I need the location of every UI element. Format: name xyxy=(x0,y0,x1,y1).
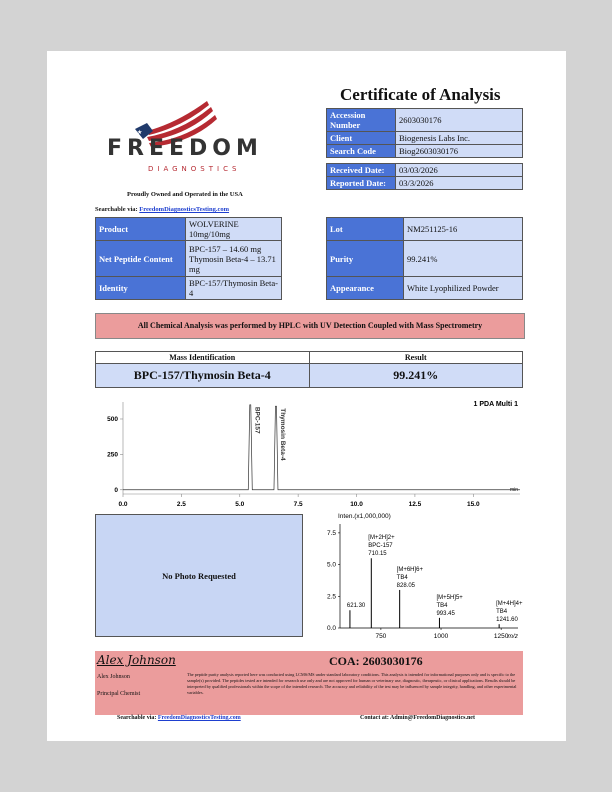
ms-peak-label-2: BPC-157 xyxy=(368,543,393,550)
mass-spectrum xyxy=(302,510,524,645)
hplc-trace xyxy=(123,405,520,490)
page-title: Certificate of Analysis xyxy=(340,85,501,104)
appearance-value: White Lyophilized Powder xyxy=(404,277,523,300)
ms-peak-label-4: [M+5H]5+ xyxy=(436,594,463,601)
hplc-peak-label-2: Thymosin Beta-4 xyxy=(278,408,286,461)
result-header: Result xyxy=(309,352,523,364)
lot-label: Lot xyxy=(327,218,404,241)
ms-peak-label-4: 993.45 xyxy=(436,610,455,617)
dates-table xyxy=(326,163,523,190)
certificate-page xyxy=(47,51,566,741)
purity-label: Purity xyxy=(327,241,404,277)
search-code-label: Search Code xyxy=(327,145,396,158)
ms-title: Inten.(x1,000,000) xyxy=(338,513,391,520)
searchable-prefix: Searchable via: xyxy=(95,206,138,213)
purity-value: 99.241% xyxy=(404,241,523,277)
client-value: Biogenesis Labs Inc. xyxy=(396,132,523,145)
ms-peak-label-5: 1241.60 xyxy=(496,617,518,624)
searchable-link[interactable]: FreedomDiagnosticsTesting.com xyxy=(139,206,230,213)
chemist-name: Alex Johnson xyxy=(97,674,130,680)
ms-peak-label-1: 621.30 xyxy=(346,603,366,610)
footer-search-link[interactable]: FreedomDiagnosticsTesting.com xyxy=(157,715,241,721)
result-value: 99.241% xyxy=(309,364,523,388)
chemist-role: Principal Chemist xyxy=(97,691,141,697)
contact: Contact at: Admin@FreedomDiagnostics.net xyxy=(360,715,475,721)
ms-x-tick-label: 1000 xyxy=(433,633,449,640)
hplc-x-tick-label: 7.5 xyxy=(293,501,303,508)
ms-y-tick-label: 2.5 xyxy=(326,593,336,601)
lot-table xyxy=(326,217,523,300)
reported-value: 03/3/2026 xyxy=(396,177,523,190)
photo-text: No Photo Requested xyxy=(162,570,236,581)
product-label: Product xyxy=(96,218,186,241)
identity-label: Identity xyxy=(96,277,186,300)
hplc-y-tick-label: 0 xyxy=(114,486,118,494)
coa-number: COA: 2603030176 xyxy=(329,654,423,668)
content-value: BPC-157 – 14.60 mg Thymosin Beta-4 – 13.71 mg xyxy=(186,241,282,277)
svg-text:★: ★ xyxy=(137,130,143,136)
reported-label: Reported Date: xyxy=(327,177,396,190)
hplc-title: 1 PDA Multi 1 xyxy=(473,401,518,408)
mass-value: BPC-157/Thymosin Beta-4 xyxy=(96,364,310,388)
searchable-bottom xyxy=(117,715,241,721)
searchable-top xyxy=(95,206,229,213)
hplc-x-tick-label: 0.0 xyxy=(118,501,128,508)
method-banner: All Chemical Analysis was performed by HPLC with UV Detection Coupled with Mass Spectrometry xyxy=(95,313,525,339)
hplc-chromatogram xyxy=(95,394,525,516)
tagline: Proudly Owned and Operated in the USA xyxy=(127,191,243,198)
logo-wordmark: FREEDOM xyxy=(107,136,263,161)
hplc-x-tick-label: 5.0 xyxy=(235,501,245,508)
signature: Alex Johnson xyxy=(97,653,176,667)
ms-peak-label-2: 710.15 xyxy=(368,551,387,558)
hplc-x-tick-label: 10.0 xyxy=(350,501,363,508)
ms-peak-label-3: [M+6H]6+ xyxy=(396,566,424,573)
identity-value: BPC-157/Thymosin Beta-4 xyxy=(186,277,282,300)
hplc-x-tick-label: 12.5 xyxy=(408,501,422,508)
hplc-x-tick-label: 2.5 xyxy=(176,501,186,508)
product-table xyxy=(95,217,282,300)
results-table xyxy=(95,351,523,388)
ms-peak-label-3: 828.05 xyxy=(396,582,416,589)
client-label: Client xyxy=(327,132,396,145)
ms-y-tick-label: 0.0 xyxy=(326,625,336,632)
received-value: 03/03/2026 xyxy=(396,164,523,177)
ms-peak-label-4: TB4 xyxy=(436,602,448,609)
photo-box xyxy=(95,514,303,637)
ms-y-tick-label: 7.5 xyxy=(326,529,336,537)
search-code-value: Biog2603030176 xyxy=(396,145,523,158)
appearance-label: Appearance xyxy=(327,277,404,300)
ms-x-unit: m/z xyxy=(507,633,518,640)
content-label: Net Peptide Content xyxy=(96,241,186,277)
ms-peak-label-5: [M+4H]4+ xyxy=(496,601,523,608)
ms-peak-label-2: [M+2H]2+ xyxy=(368,535,395,542)
lot-value: NM251125-16 xyxy=(404,218,523,241)
ms-peak-label-5: TB4 xyxy=(496,609,508,616)
accession-value: 2603030176 xyxy=(396,109,523,132)
accession-label: Accession Number xyxy=(327,109,396,132)
ms-y-tick-label: 5.0 xyxy=(326,561,336,569)
hplc-y-tick-label: 500 xyxy=(107,415,118,423)
logo-subtitle: DIAGNOSTICS xyxy=(148,165,241,173)
product-value: WOLVERINE 10mg/10mg xyxy=(186,218,282,241)
freedom-logo xyxy=(107,93,263,183)
hplc-x-tick-label: 15.0 xyxy=(466,501,480,508)
disclaimer: The peptide purity analysis reported here was conducted using LCMS/MS under standard laboratory conditions. This analysis is intended for informational purposes only and is specific to the sample(s) provided. The peptides tested are intended for research use only and are not approved for human or veterinary use, diagnostic, therapeutic, or clinical applications. Results should be interpreted by qualified professionals within the scope of the intended research. The accuracy and reliability of the test may be influenced by sample integrity, handling, and other experimental variables. xyxy=(187,672,517,695)
mass-header: Mass Identification xyxy=(96,352,310,364)
footer-search-prefix: Searchable via: xyxy=(117,715,157,721)
hplc-x-unit: min xyxy=(509,487,518,493)
received-label: Received Date: xyxy=(327,164,396,177)
ms-x-tick-label: 1250 xyxy=(493,633,509,640)
ms-x-tick-label: 750 xyxy=(375,633,387,640)
ms-peak-label-3: TB4 xyxy=(396,574,408,581)
hplc-y-tick-label: 250 xyxy=(107,451,118,459)
hplc-peak-label-1: BPC-157 xyxy=(253,406,261,434)
accession-table xyxy=(326,108,523,158)
